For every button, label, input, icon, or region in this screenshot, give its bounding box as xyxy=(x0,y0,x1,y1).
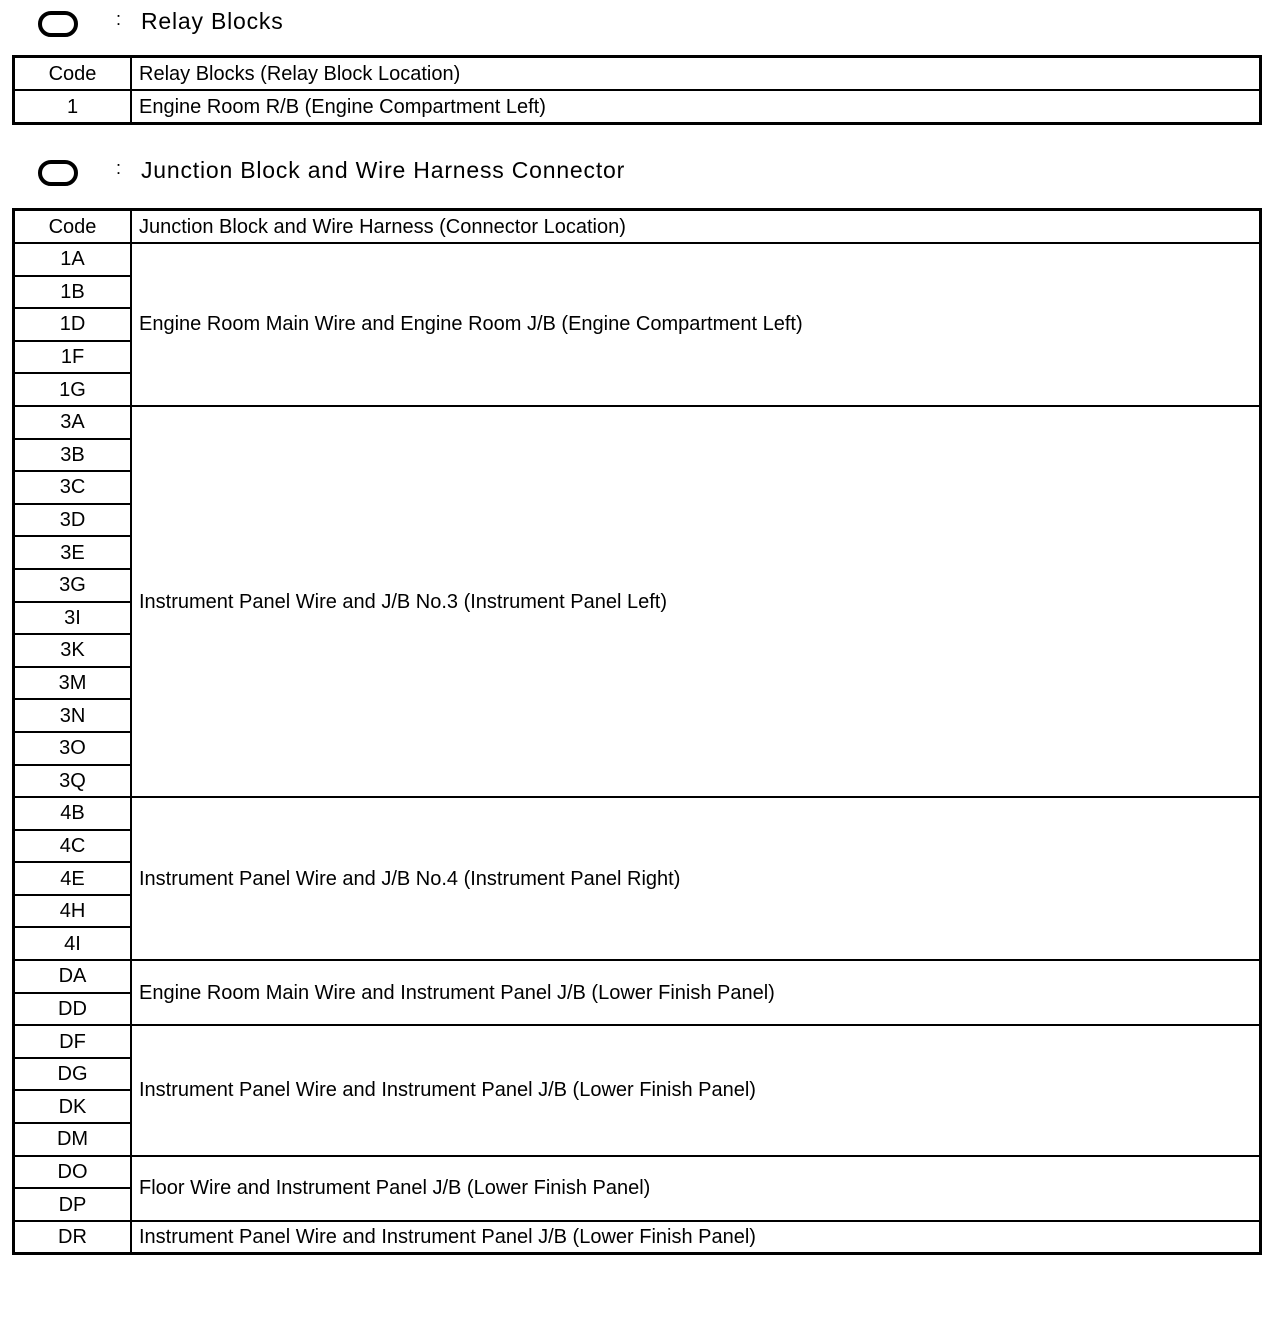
code-cell: 1D xyxy=(14,308,132,341)
table-row xyxy=(14,797,1261,830)
code-cell: 3B xyxy=(14,439,132,472)
relay-blocks-legend xyxy=(0,6,1280,46)
code-cell: 3E xyxy=(14,536,132,569)
code-cell: 1F xyxy=(14,341,132,374)
code-cell: 3C xyxy=(14,471,132,504)
code-cell: 3N xyxy=(14,699,132,732)
location-header: Junction Block and Wire Harness (Connector Location) xyxy=(131,210,1261,244)
table-row xyxy=(14,90,1261,124)
code-cell: 3M xyxy=(14,667,132,700)
table-row xyxy=(14,406,1261,439)
location-cell: Instrument Panel Wire and J/B No.3 (Instrument Panel Left) xyxy=(131,406,1261,797)
relay-blocks-table xyxy=(12,55,1262,125)
table-row xyxy=(14,1025,1261,1058)
code-cell: 3G xyxy=(14,569,132,602)
location-cell: Instrument Panel Wire and J/B No.4 (Instrument Panel Right) xyxy=(131,797,1261,960)
table-row xyxy=(14,243,1261,276)
junction-block-table xyxy=(12,208,1262,1255)
code-cell: 4H xyxy=(14,895,132,928)
legend-colon: : xyxy=(116,9,122,29)
code-cell: 1B xyxy=(14,276,132,309)
location-cell: Instrument Panel Wire and Instrument Panel J/B (Lower Finish Panel) xyxy=(131,1025,1261,1155)
code-cell: 3A xyxy=(14,406,132,439)
code-cell: DO xyxy=(14,1156,132,1189)
location-cell: Engine Room Main Wire and Engine Room J/B (Engine Compartment Left) xyxy=(131,243,1261,406)
junction-block-title: Junction Block and Wire Harness Connector xyxy=(141,157,626,183)
legend-colon: : xyxy=(116,158,122,178)
rounded-rectangle-icon xyxy=(38,160,78,186)
table-row xyxy=(14,960,1261,993)
table-row xyxy=(14,1156,1261,1189)
code-cell: DR xyxy=(14,1221,132,1254)
rounded-rectangle-icon xyxy=(38,11,78,37)
table-row xyxy=(14,1221,1261,1254)
junction-block-legend xyxy=(0,155,1280,195)
code-cell: 3D xyxy=(14,504,132,537)
relay-blocks-title: Relay Blocks xyxy=(141,8,284,34)
code-cell: 4B xyxy=(14,797,132,830)
code-cell: 4I xyxy=(14,927,132,960)
code-cell: DM xyxy=(14,1123,132,1156)
code-cell: DD xyxy=(14,993,132,1026)
table-header-row xyxy=(14,210,1261,244)
code-cell: 3K xyxy=(14,634,132,667)
code-header: Code xyxy=(14,210,132,244)
code-cell: 4C xyxy=(14,830,132,863)
code-cell: DF xyxy=(14,1025,132,1058)
code-cell: DG xyxy=(14,1058,132,1091)
code-cell: 1G xyxy=(14,373,132,406)
code-cell: 3O xyxy=(14,732,132,765)
location-cell: Engine Room R/B (Engine Compartment Left) xyxy=(131,90,1261,124)
code-cell: 3Q xyxy=(14,765,132,798)
table-header-row xyxy=(14,57,1261,91)
location-cell: Floor Wire and Instrument Panel J/B (Lower Finish Panel) xyxy=(131,1156,1261,1221)
code-cell: 3I xyxy=(14,602,132,635)
code-cell: DK xyxy=(14,1090,132,1123)
location-header: Relay Blocks (Relay Block Location) xyxy=(131,57,1261,91)
code-cell: 4E xyxy=(14,862,132,895)
location-cell: Instrument Panel Wire and Instrument Panel J/B (Lower Finish Panel) xyxy=(131,1221,1261,1254)
code-cell: 1 xyxy=(14,90,132,124)
code-cell: 1A xyxy=(14,243,132,276)
code-header: Code xyxy=(14,57,132,91)
location-cell: Engine Room Main Wire and Instrument Panel J/B (Lower Finish Panel) xyxy=(131,960,1261,1025)
code-cell: DP xyxy=(14,1188,132,1221)
code-cell: DA xyxy=(14,960,132,993)
